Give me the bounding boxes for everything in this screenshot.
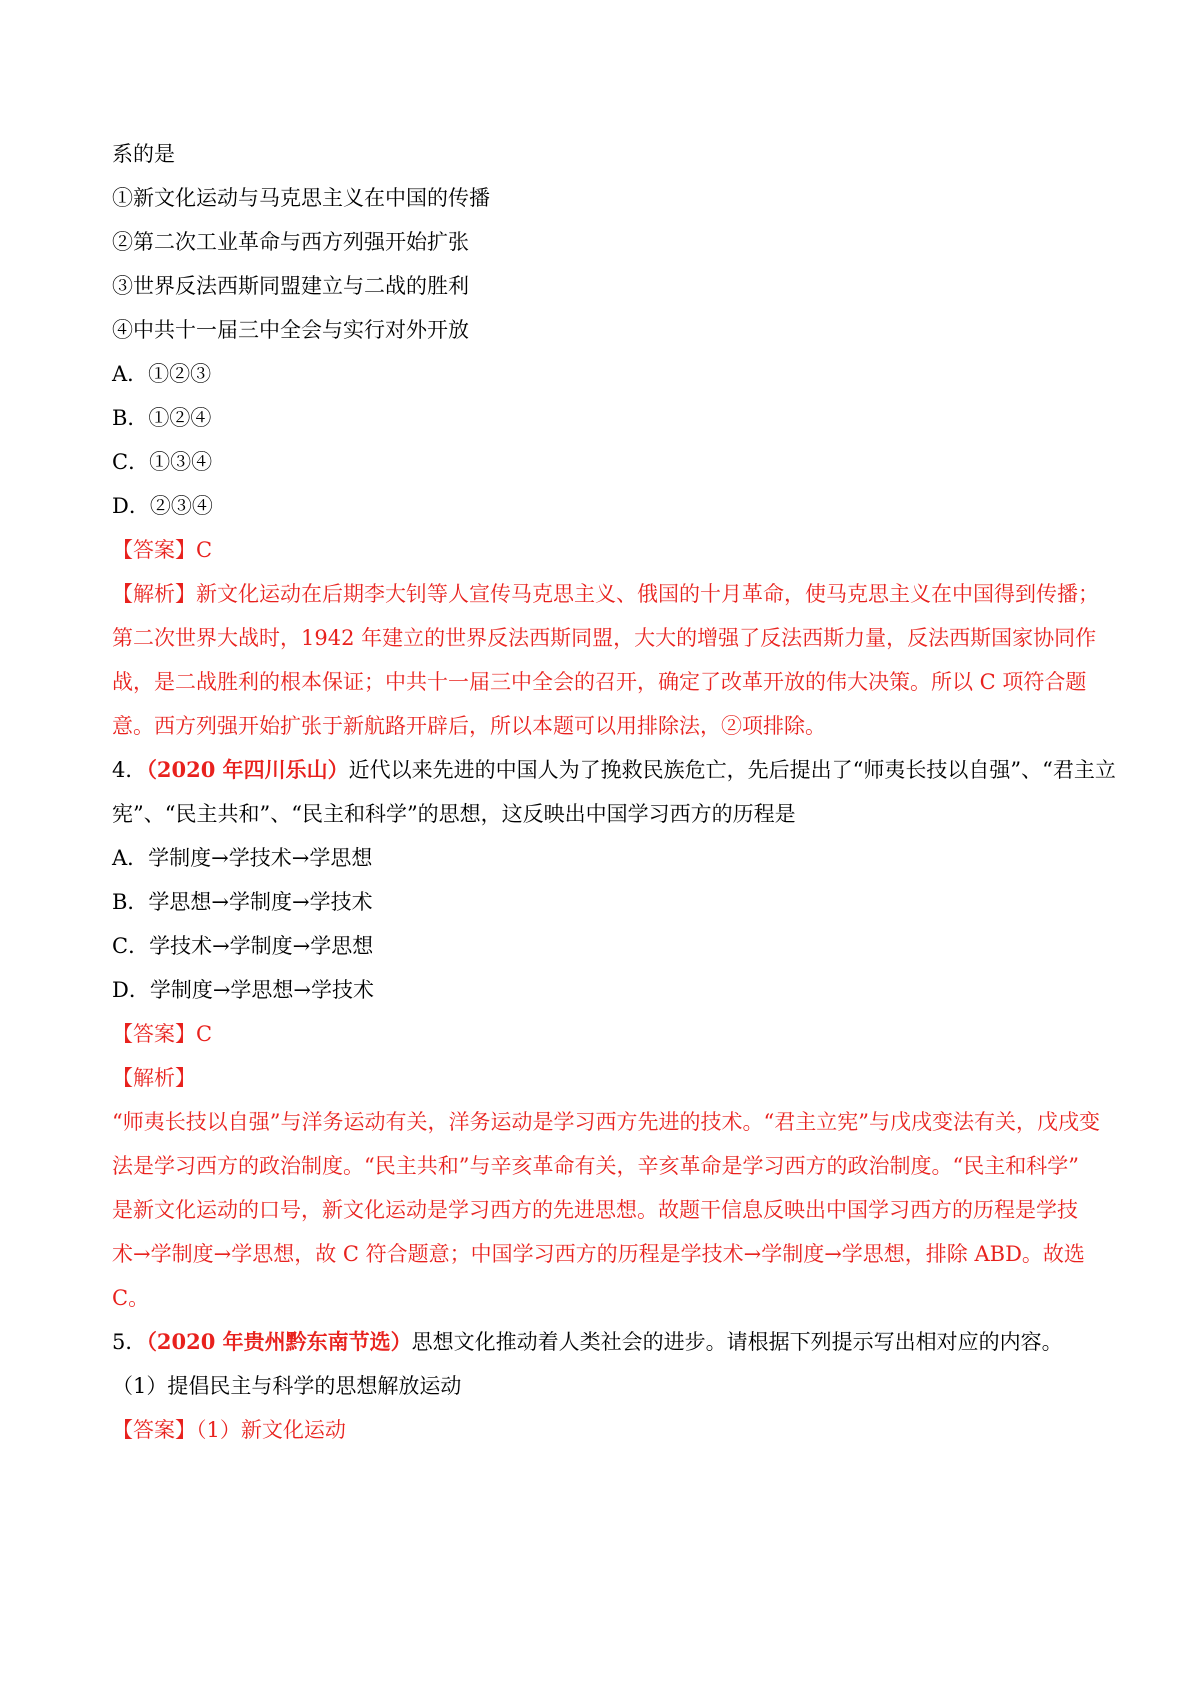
q3-analysis-line-2: 第二次世界大战时，1942 年建立的世界反法西斯同盟，大大的增强了反法西斯力量，反法西斯国家协同作 bbox=[112, 626, 1097, 650]
q4-answer-tag: 【答案】 bbox=[112, 1022, 196, 1046]
q3-option-c: C．①③④ bbox=[112, 450, 213, 474]
q4-analysis-line-3: 是新文化运动的口号，新文化运动是学习西方的先进思想。故题干信息反映出中国学习西方的历程是学技 bbox=[112, 1198, 1078, 1222]
q3-answer-value: C bbox=[196, 538, 213, 562]
q3-option-b: B．①②④ bbox=[112, 406, 212, 430]
q3-item-3: ③世界反法西斯同盟建立与二战的胜利 bbox=[112, 274, 469, 298]
q4-option-b: B．学思想→学制度→学技术 bbox=[112, 890, 373, 914]
q4-analysis-line-2: 法是学习西方的政治制度。“民主共和”与辛亥革命有关，辛亥革命是学习西方的政治制度。“民主和科学” bbox=[112, 1154, 1079, 1178]
q5-answer-tag: 【答案】 bbox=[112, 1418, 196, 1442]
q4-answer bbox=[112, 1020, 212, 1048]
q4-answer-value: C bbox=[196, 1022, 213, 1046]
q5-stem-text: 思想文化推动着人类社会的进步。请根据下列提示写出相对应的内容。 bbox=[411, 1330, 1063, 1354]
q3-option-d: D．②③④ bbox=[112, 494, 213, 518]
q4-option-a: A．学制度→学技术→学思想 bbox=[112, 846, 373, 870]
q4-analysis-line-1: “师夷长技以自强”与洋务运动有关，洋务运动是学习西方先进的技术。“君主立宪”与戊戌变法有关，戊戌变 bbox=[112, 1110, 1100, 1134]
q3-item-2: ②第二次工业革命与西方列强开始扩张 bbox=[112, 230, 469, 254]
q4-analysis-tag: 【解析】 bbox=[112, 1066, 196, 1090]
q4-analysis-line-5: C。 bbox=[112, 1286, 150, 1310]
q3-option-a: A．①②③ bbox=[112, 362, 212, 386]
q3-stem-tail: 系的是 bbox=[112, 142, 175, 166]
q3-answer-tag: 【答案】 bbox=[112, 538, 196, 562]
q4-stem-text-1: 近代以来先进的中国人为了挽救民族危亡，先后提出了“师夷长技以自强”、“君主立 bbox=[348, 758, 1116, 782]
q4-stem-line-2: 宪”、“民主共和”、“民主和科学”的思想，这反映出中国学习西方的历程是 bbox=[112, 802, 796, 826]
q3-analysis-line-4: 意。西方列强开始扩张于新航路开辟后，所以本题可以用排除法，②项排除。 bbox=[112, 714, 826, 738]
q3-analysis-line-3: 战，是二战胜利的根本保证；中共十一届三中全会的召开，确定了改革开放的伟大决策。所以 C 项符合题 bbox=[112, 670, 1087, 694]
q4-analysis-line-4: 术→学制度→学思想，故 C 符合题意；中国学习西方的历程是学技术→学制度→学思想，排除 ABD。故选 bbox=[112, 1242, 1085, 1266]
q4-stem-line-1 bbox=[112, 756, 1116, 784]
q5-stem bbox=[112, 1328, 1063, 1356]
q4-option-c: C．学技术→学制度→学思想 bbox=[112, 934, 374, 958]
q5-number: 5． bbox=[112, 1330, 147, 1354]
q4-source: （2020 年四川乐山） bbox=[146, 757, 349, 782]
q4-option-d: D．学制度→学思想→学技术 bbox=[112, 978, 375, 1002]
q4-number: 4． bbox=[112, 758, 147, 782]
q5-answer bbox=[112, 1416, 346, 1444]
q3-answer bbox=[112, 536, 212, 564]
q3-item-4: ④中共十一届三中全会与实行对外开放 bbox=[112, 318, 469, 342]
q3-analysis-line-1 bbox=[112, 580, 1099, 608]
q3-analysis-text-1: 新文化运动在后期李大钊等人宣传马克思主义、俄国的十月革命，使马克思主义在中国得到传播； bbox=[196, 582, 1099, 606]
q3-analysis-tag: 【解析】 bbox=[112, 582, 196, 606]
q3-item-1: ①新文化运动与马克思主义在中国的传播 bbox=[112, 186, 490, 210]
q5-answer-value: （1）新文化运动 bbox=[196, 1418, 346, 1442]
q5-source: （2020 年贵州黔东南节选） bbox=[146, 1329, 412, 1354]
q5-sub-question-1: （1）提倡民主与科学的思想解放运动 bbox=[112, 1374, 462, 1398]
